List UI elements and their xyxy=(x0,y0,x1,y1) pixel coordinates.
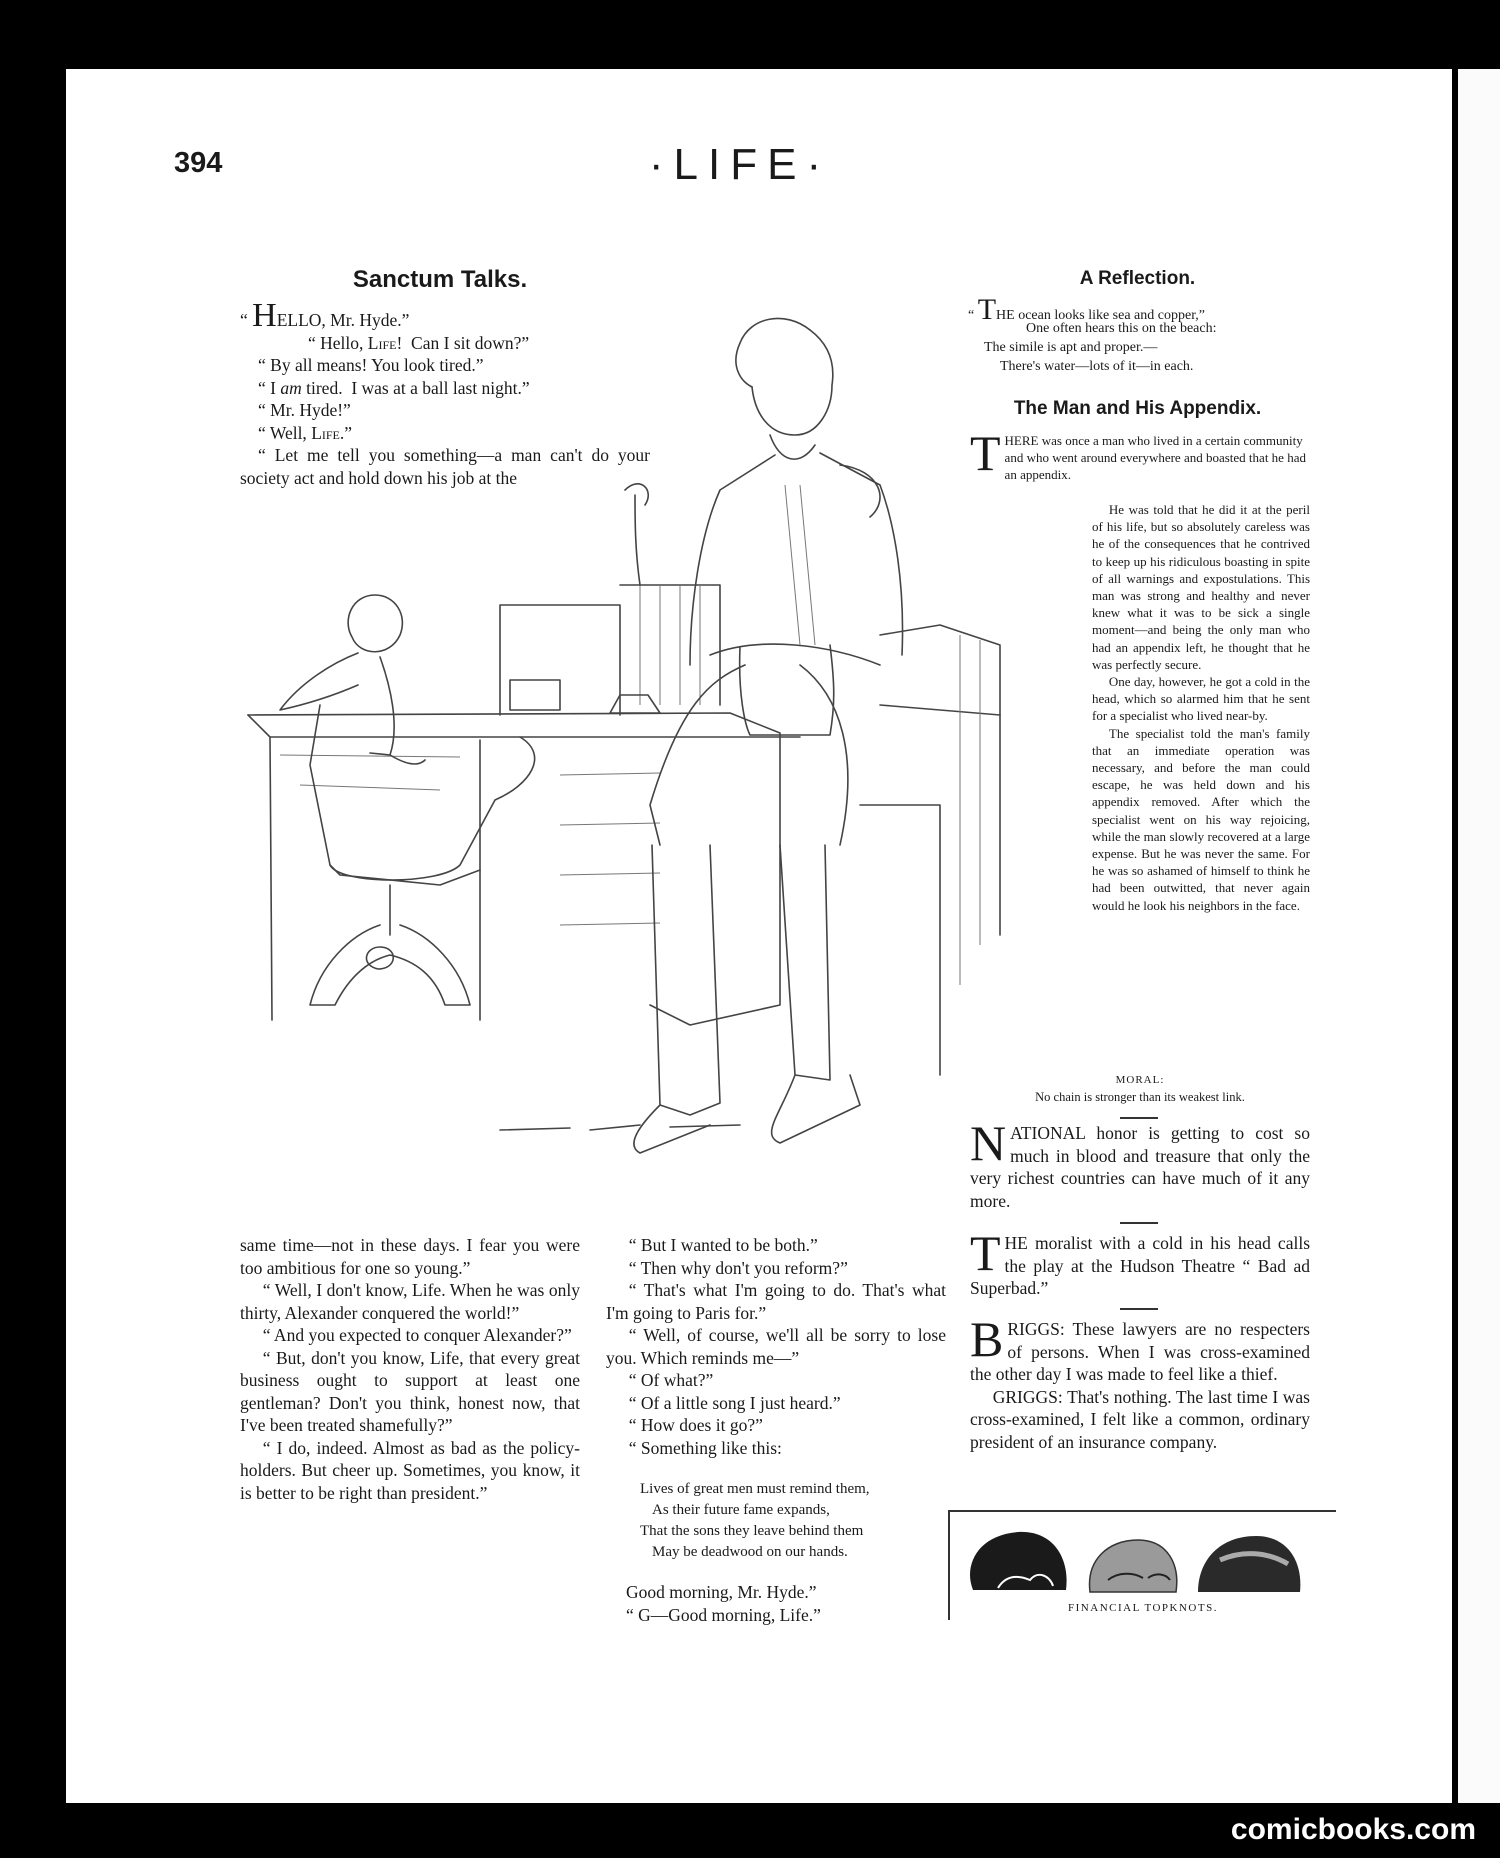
reflection-poem xyxy=(968,293,1308,376)
sanctum-title: Sanctum Talks. xyxy=(352,266,528,293)
topknots-caption: FINANCIAL TOPKNOTS. xyxy=(1068,1602,1218,1614)
topknot-1 xyxy=(970,1532,1067,1590)
reflection-line-4: There's water—lots of it—in each. xyxy=(1000,359,1194,374)
sanctum-line-3: “ By all means! You look tired.” xyxy=(258,355,484,375)
poem-line-3: That the sons they leave behind them xyxy=(640,1523,864,1539)
col2-para-8: “ Something like this: xyxy=(628,1437,782,1458)
office-chair-drawing xyxy=(310,705,535,1005)
watermark: comicbooks.com xyxy=(1230,1813,1476,1846)
divider-2 xyxy=(1120,1222,1158,1224)
page-number: 394 xyxy=(174,147,223,179)
topknots-illustration xyxy=(958,1520,1338,1600)
appendix-intro xyxy=(970,425,1310,484)
sanctum-column-2 xyxy=(606,1234,946,1626)
masthead: ·LIFE· xyxy=(648,140,832,189)
next-page-edge xyxy=(1458,69,1500,1803)
moralist-item xyxy=(970,1225,1310,1300)
man-chair-drawing xyxy=(860,625,1000,1075)
sanctum-line-1: “ HELLO, Mr. Hyde.” xyxy=(240,297,410,334)
topknots-panel xyxy=(948,1510,1336,1620)
poem-line-1: Lives of great men must remind them, xyxy=(640,1481,870,1497)
col2-para-7: “ How does it go?” xyxy=(628,1415,763,1435)
divider-1 xyxy=(1120,1117,1158,1119)
sanctum-line-2: “ Hello, Life! Can I sit down?” xyxy=(308,332,530,353)
desk-items-drawing xyxy=(500,484,720,715)
appendix-drop-cap: T xyxy=(970,425,1001,481)
col1-para-5: “ I do, indeed. Almost as bad as the policy-holders. But cheer up. Sometimes, you know, it is better to be right than president.” xyxy=(240,1437,580,1503)
sanctum-column-1 xyxy=(240,1234,580,1504)
griggs-text: That's nothing. The last time I was cross-examined, I felt like a common, ordinary president of an insurance company. xyxy=(970,1386,1310,1452)
divider-3 xyxy=(1120,1308,1158,1310)
national-text: ATIONAL honor is getting to cost so much in blood and treasure that only the very richest countries can have much of it any more. xyxy=(970,1123,1310,1211)
reflection-title: A Reflection. xyxy=(1079,268,1196,289)
reflection-line-2: One often hears this on the beach: xyxy=(1026,321,1217,336)
appendix-para-2: He was told that he did it at the peril of his life, but so absolutely careless was he of the consequences that he contrived to keep up his ridiculous boasting in spite of all warnings and expostulations. This man was strong and healthy and never knew what it was to be sick a single moment—and being the only man who had an appendix left, he thought that he was perfectly secure. xyxy=(1092,502,1310,672)
sanctum-line-6: “ Well, Life.” xyxy=(258,422,353,443)
griggs-speaker: GRIGGS: xyxy=(992,1386,1063,1407)
reflection-line-3: The simile is apt and proper.— xyxy=(984,340,1158,355)
briggs-griggs xyxy=(970,1311,1310,1453)
briggs-drop-cap: B xyxy=(970,1311,1004,1367)
appendix-title: The Man and His Appendix. xyxy=(1013,398,1262,419)
national-drop-cap: N xyxy=(970,1115,1007,1171)
cupid-drawing xyxy=(280,595,425,764)
poem-line-4: May be deadwood on our hands. xyxy=(652,1544,848,1560)
reflection-line-1: “ THE ocean looks like sea and copper,” xyxy=(968,293,1206,326)
closing-line-2: “ G—Good morning, Life.” xyxy=(626,1604,821,1625)
sanctum-line-5: “ Mr. Hyde!” xyxy=(258,400,351,420)
cartoon-illustration xyxy=(240,285,1060,1220)
appendix-para-1: HERE was once a man who lived in a certain community and who went around everywhere and boasted that he had an appendix. xyxy=(1004,433,1306,483)
desk-drawing xyxy=(248,713,800,1025)
col1-para-3: “ And you expected to conquer Alexander?” xyxy=(262,1325,572,1345)
col2-para-5: “ Of what?” xyxy=(628,1370,714,1390)
man-drawing xyxy=(634,318,903,1153)
sanctum-line-7: “ Let me tell you something—a man can't do your society act and hold down his job at the xyxy=(240,445,650,488)
topknot-2 xyxy=(1090,1540,1177,1592)
moralist-text: HE moralist with a cold in his head calls the play at the Hudson Theatre “ Bad ad Superbad.” xyxy=(970,1233,1310,1298)
closing-line-1: Good morning, Mr. Hyde.” xyxy=(626,1582,817,1602)
col1-para-2: “ Well, I don't know, Life. When he was only thirty, Alexander conquered the world!” xyxy=(240,1280,580,1323)
appendix-body xyxy=(1092,501,1310,914)
appendix-para-3: One day, however, he got a cold in the head, which so alarmed him that he sent for a specialist who lived near-by. xyxy=(1092,674,1310,724)
national-honor xyxy=(970,1115,1310,1212)
poem-line-2: As their future fame expands, xyxy=(652,1502,830,1518)
col2-para-6: “ Of a little song I just heard.” xyxy=(628,1392,841,1413)
col1-para-1: same time—not in these days. I fear you were too ambitious for one so young.” xyxy=(240,1235,580,1278)
sanctum-line-4: “ I am tired. I was at a ball last night.” xyxy=(258,377,530,398)
moralist-drop-cap: T xyxy=(970,1225,1001,1281)
moral-label: MORAL: xyxy=(1115,1074,1165,1086)
col2-para-2: “ Then why don't you reform?” xyxy=(628,1257,848,1278)
col2-para-1: “ But I wanted to be both.” xyxy=(628,1235,818,1255)
col2-para-3: “ That's what I'm going to do. That's what I'm going to Paris for.” xyxy=(606,1280,946,1323)
col1-para-4: “ But, don't you know, Life, that every great business ought to support at least one gentleman? Don't you think, honest now, that I've been treated shamefully?” xyxy=(240,1347,580,1435)
briggs-speaker: RIGGS: xyxy=(1007,1319,1065,1339)
briggs-text: These lawyers are no respecters of persons. When I was cross-examined the other day I was made to feel like a thief. xyxy=(970,1319,1310,1384)
poem xyxy=(640,1479,946,1563)
col2-para-4: “ Well, of course, we'll all be sorry to lose you. Which reminds me—” xyxy=(606,1325,946,1368)
appendix-para-4: The specialist told the man's family that an immediate operation was necessary, and before the man could escape, he was held down and his appendix removed. After which the specialist went on his way rejoicing, while the man slowly recovered at a large expense. But he was never the same. For he was so ashamed of himself to think he had been outwitted, that never again would he look his neighbors in the face. xyxy=(1092,725,1310,913)
moral-text: No chain is stronger than its weakest link. xyxy=(1035,1090,1245,1104)
